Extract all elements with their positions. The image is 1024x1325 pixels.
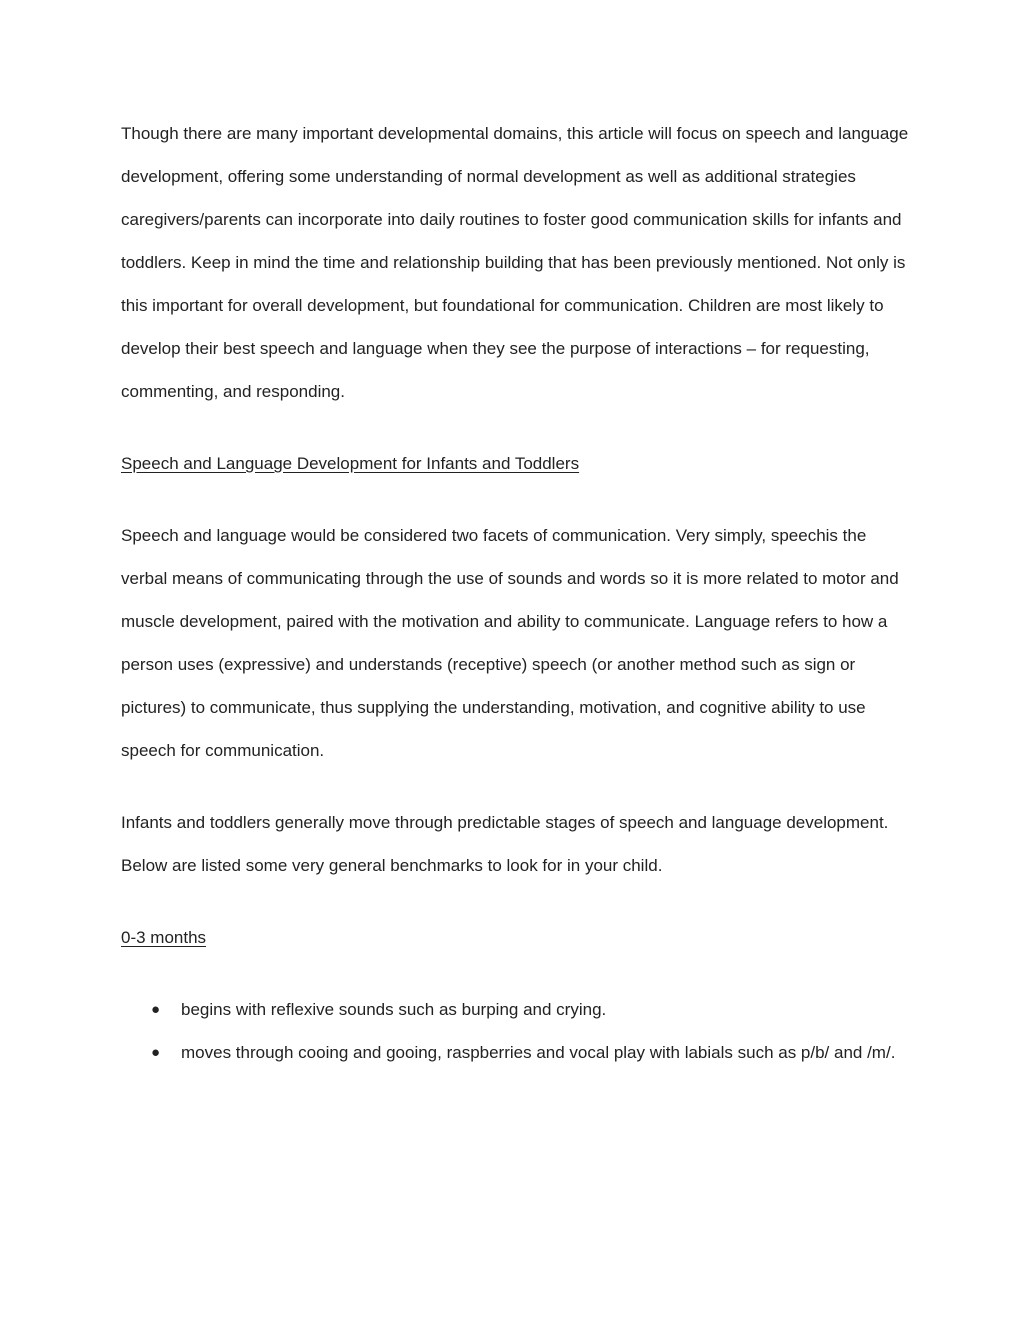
bullet-icon: ● [151, 1044, 161, 1061]
list-item-text: moves through cooing and gooing, raspberries and vocal play with labials such as p/b/ and /m/. [181, 1043, 896, 1062]
bullet-icon: ● [151, 1001, 161, 1018]
intro-paragraph: Though there are many important developmental domains, this article will focus on speech and language development, offering some understanding of normal development as well as additional strategies caregivers/parents can incorporate into daily routines to foster good communication skills for infants and toddlers. Keep in mind the time and relationship building that has been previously mentioned. Not only is this important for overall development, but foundational for communication. Children are most likely to develop their best speech and language when they see the purpose of interactions – for requesting, commenting, and responding. [121, 124, 909, 401]
spacer [121, 413, 911, 442]
list-item [121, 988, 911, 1031]
definitions-paragraph: Speech and language would be considered two facets of communication. Very simply, speechis the verbal means of communicating through the use of sounds and words so it is more related to motor and muscle development, paired with the motivation and ability to communicate. Language refers to how a person uses (expressive) and understands (receptive) speech (or another method such as sign or pictures) to communicate, thus supplying the understanding, motivation, and cognitive ability to use speech for communication. [121, 526, 899, 760]
spacer [121, 772, 911, 801]
spacer [121, 887, 911, 916]
document-page [121, 112, 911, 1074]
list-item [121, 1031, 911, 1074]
stages-paragraph: Infants and toddlers generally move through predictable stages of speech and language development. Below are listed some very general benchmarks to look for in your child. [121, 813, 889, 875]
spacer [121, 959, 911, 988]
spacer [121, 485, 911, 514]
age-range-heading: 0-3 months [121, 928, 207, 947]
list-item-text: begins with reflexive sounds such as burping and crying. [181, 1000, 607, 1019]
benchmark-list [121, 988, 911, 1074]
section-heading: Speech and Language Development for Infants and Toddlers [121, 454, 580, 473]
